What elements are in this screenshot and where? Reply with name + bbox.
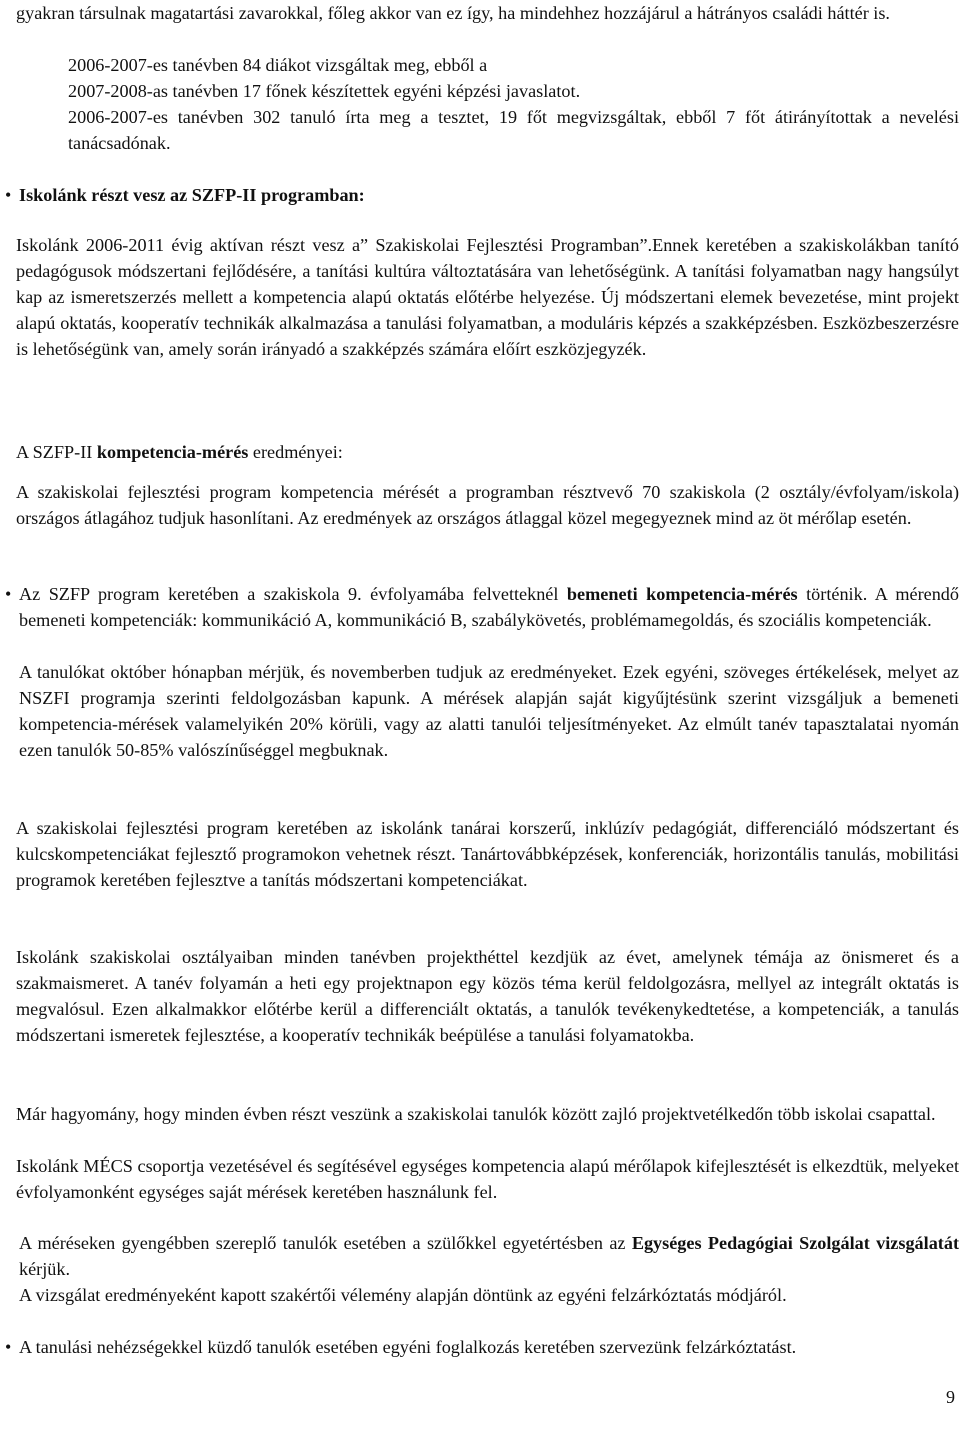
paragraph-tanartovabbkepzes: A szakiskolai fejlesztési program keretében az iskolánk tanárai korszerű, inklúzív pedagógiát, differenciáló módszertant és kulcskompetenciákat fejlesztő programokon vehetnek részt. Tanártovábbképzések, konferenciák, horizontális tanulás, mobilitási programok keretében fejlesztve a tanítás módszertani kompetenciákat. [16, 818, 959, 890]
paragraph-projekthet: Iskolánk szakiskolai osztályaiban minden tanévben projekthéttel kezdjük az évet, amelynek témája az önismeret és a szakmaismeret. A tanév folyamán a heti egy projektnapon egy közös téma kerül feldolgozásra, mellyel az integrált oktatás is megvalósul. Ezen alkalmakkor előtérbe kerül a differenciált oktatás, a tanulók tevékenykedtetése, a kompetenciák, a tanulás módszertani ismeretek fejlesztése, a kooperatív technikák beépülése a tanulási folyamatokba. [16, 947, 959, 1045]
paragraph-kompetencia-eredmenyek: A szakiskolai fejlesztési program kompetencia mérését a programban résztvevő 70 szakiskola (2 osztály/évfolyam/iskola) országos átlagához tudjuk hasonlítani. Az eredmények az országos átlaggal közel megegyeznek mind az öt mérőlap esetén. [16, 482, 959, 528]
paragraph-egyseges-pedagogiai: A méréseken gyengébben szereplő tanulók esetében a szülőkkel egyetértésben az Egységes Pedagógiai Szolgálat vizsgálatát kérjük. [19, 1233, 959, 1279]
paragraph-kompetencia-meres-cim: A SZFP-II kompetencia-mérés eredményei: [16, 442, 343, 462]
bullet-icon: • [5, 185, 12, 205]
paragraph-mecs: Iskolánk MÉCS csoportja vezetésével és segítésével egységes kompetencia alapú mérőlapok kifejlesztését is elkezdtük, melyeket évfolyamonként egységes saját mérések keretében használunk fel. [16, 1156, 959, 1202]
page-number: 9 [946, 1387, 955, 1407]
heading-szfp: Iskolánk részt vesz az SZFP-II programban: [19, 185, 365, 205]
paragraph-2006-2007-diakok: 2006-2007-es tanévben 84 diákot vizsgáltak meg, ebből a [68, 55, 488, 75]
paragraph-intro: gyakran társulnak magatartási zavarokkal, főleg akkor van ez így, ha mindehhez hozzájárul a hátrányos családi háttér is. [16, 3, 890, 23]
paragraph-teszt: 2006-2007-es tanévben 302 tanuló írta meg a tesztet, 19 főt megvizsgáltak, ebből 7 főt átirányítottak a nevelési tanácsadónak. [68, 107, 959, 153]
bullet-item-szfp [5, 182, 959, 208]
paragraph-vetelkedo: Már hagyomány, hogy minden évben részt veszünk a szakiskolai tanulók között zajló projektvetélkedőn több iskolai csapattal. [16, 1104, 936, 1124]
bullet-item-bemeneti-meres [5, 581, 959, 761]
bullet-item-felzarkoztatas [5, 1334, 959, 1386]
paragraph-szfp-leiras: Iskolánk 2006-2011 évig aktívan részt vesz a” Szakiskolai Fejlesztési Programban”.Ennek keretében a szakiskolákban tanító pedagógusok módszertani fejlődésére, a tanítási kultúra változtatására van lehetőségünk. A tanítási folyamatban nagy hangsúlyt kap az ismeretszerzés mellett a kompetencia alapú oktatás előtérbe helyezése. Új módszertani elemek bevezetése, mint projekt alapú oktatás, kooperatív technikák alkalmazása a tanulási folyamatban, a moduláris képzés a szakképzésben. Eszközbeszerzésre is lehetőségünk van, amely során irányadó a szakképzés számára előírt eszközjegyzék. [16, 235, 959, 359]
paragraph-szakertoi-velemeny: A vizsgálat eredményeként kapott szakértői vélemény alapján döntünk az egyéni felzárkóztatás módjáról. [19, 1285, 787, 1305]
bullet-text-ertekeles: A tanulókat október hónapban mérjük, és novemberben tudjuk az eredményeket. Ezek egyéni, szöveges értékelések, melyet az NSZFI programja szerinti feldolgozásban kapunk. A mérések alapján saját kigyűjtésünk szerint vizsgáljuk a bemeneti kompetencia-mérések valamelyikén 20% körüli, vagy az alatti tanulói teljesítményeket. Az elmúlt tanév tapasztalatai nyomán ezen tanulók 50-85% valószínűséggel megbuknak. [19, 662, 959, 760]
bullet-icon: • [5, 584, 12, 604]
bullet-text-bemeneti: Az SZFP program keretében a szakiskola 9. évfolyamába felvetteknél bemeneti kompetencia-mérés történik. A mérendő bemeneti kompetenciák: kommunikáció A, kommunikáció B, szabálykövetés, problémamegoldás, és szociális kompetenciák. [19, 584, 959, 630]
paragraph-2007-2008-javaslat: 2007-2008-as tanévben 17 főnek készítettek egyéni képzési javaslatot. [68, 81, 581, 101]
bullet-text-felzarkoztatas: A tanulási nehézségekkel küzdő tanulók esetében egyéni foglalkozás keretében szervezünk felzárkóztatást. [19, 1337, 797, 1357]
bullet-icon: • [5, 1337, 12, 1357]
